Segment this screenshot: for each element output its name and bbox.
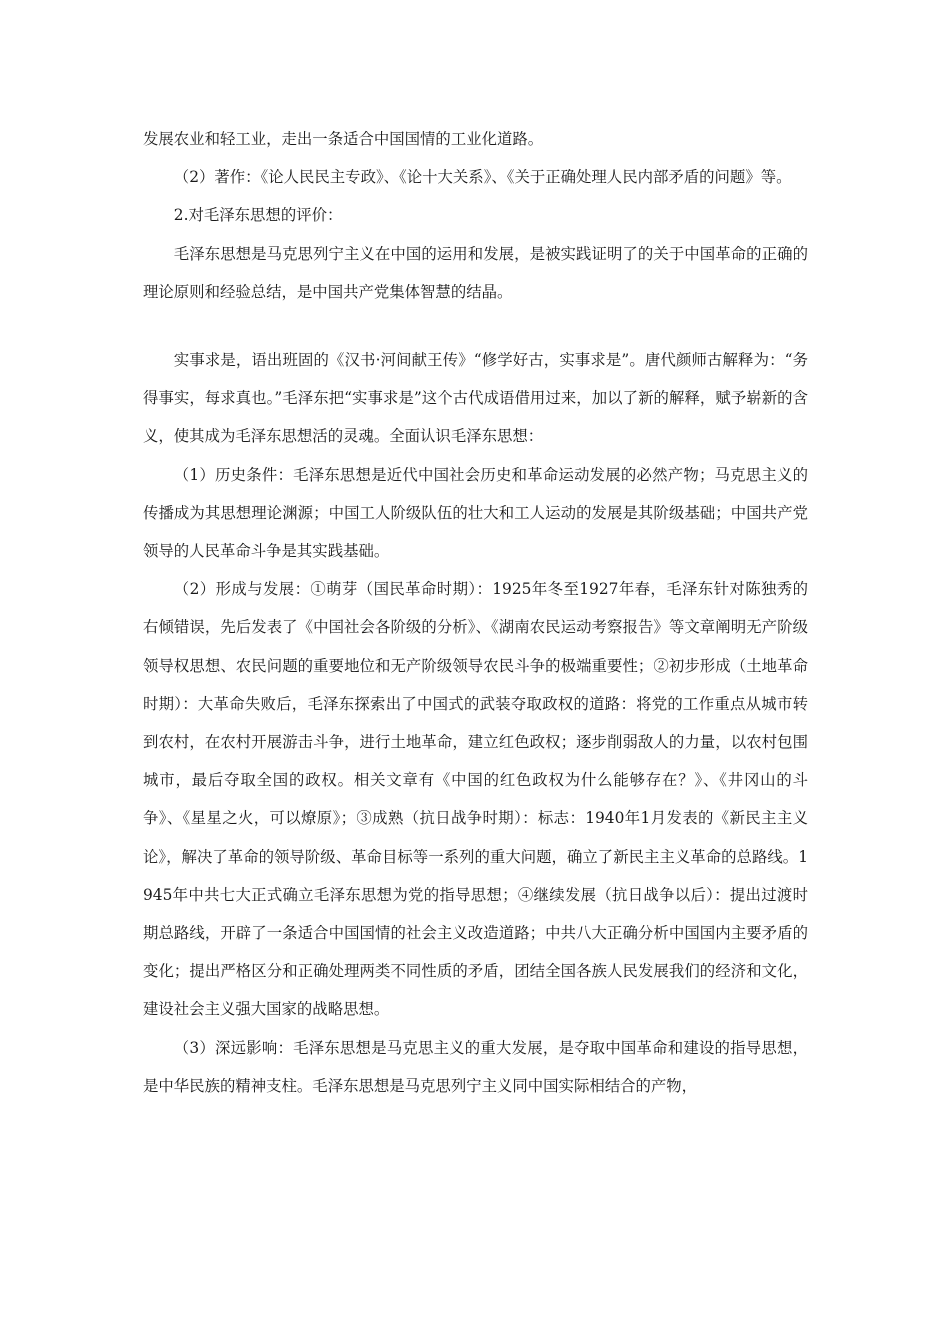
paragraph-continuation: 发展农业和轻工业，走出一条适合中国国情的工业化道路。 xyxy=(143,130,544,148)
paragraph-profound-influence: （3）深远影响：毛泽东思想是马克思主义的重大发展，是夺取中国革命和建设的指导思想，是中华民族的精神支柱。毛泽东思想是马克思列宁主义同中国实际相结合的产物， xyxy=(143,1038,808,1095)
paragraph-seek-truth: 实事求是，语出班固的《汉书·河间献王传》“修学好古，实事求是”。唐代颜师古解释为：“务得事实，每求真也。”毛泽东把“实事求是”这个古代成语借用过来，加以了新的解释，赋予崭新的含义，使其成为毛泽东思想活的灵魂。全面认识毛泽东思想： xyxy=(143,351,808,446)
paragraph-works: （2）著作：《论人民民主专政》、《论十大关系》、《关于正确处理人民内部矛盾的问题》等。 xyxy=(173,168,792,187)
document-body xyxy=(143,120,808,1105)
paragraph-evaluation: 毛泽东思想是马克思列宁主义在中国的运用和发展，是被实践证明了的关于中国革命的正确的理论原则和经验总结，是中国共产党集体智慧的结晶。 xyxy=(143,244,808,301)
paragraph-formation-development: （2）形成与发展：①萌芽（国民革命时期）：1925年冬至1927年春，毛泽东针对陈独秀的右倾错误，先后发表了《中国社会各阶级的分析》、《湖南农民运动考察报告》等文章阐明无产阶级领导权思想、农民问题的重要地位和无产阶级领导农民斗争的极端重要性；②初步形成（土地革命时期）：大革命失败后，毛泽东探索出了中国式的武装夺取政权的道路：将党的工作重点从城市转到农村，在农村开展游击斗争，进行土地革命，建立红色政权；逐步削弱敌人的力量，以农村包围城市，最后夺取全国的政权。相关文章有《中国的红色政权为什么能够存在？》、《井冈山的斗争》、《星星之火，可以燎原》；③成熟（抗日战争时期）：标志：1940年1月发表的《新民主主义论》，解决了革命的领导阶级、革命目标等一系列的重大问题，确立了新民主主义革命的总路线。1945年中共七大正式确立毛泽东思想为党的指导思想；④继续发展（抗日战争以后）：提出过渡时期总路线，开辟了一条适合中国国情的社会主义改造道路；中共八大正确分析中国国内主要矛盾的变化；提出严格区分和正确处理两类不同性质的矛盾，团结全国各族人民发展我们的经济和文化，建设社会主义强大国家的战略思想。 xyxy=(143,580,808,1019)
section-heading-evaluation: 2.对毛泽东思想的评价： xyxy=(173,206,343,225)
paragraph-historical-conditions: （1）历史条件：毛泽东思想是近代中国社会历史和革命运动发展的必然产物；马克思主义的传播成为其思想理论渊源；中国工人阶级队伍的壮大和工人运动的发展是其阶级基础；中国共产党领导的人民革命斗争是其实践基础。 xyxy=(143,465,808,561)
paragraph-gap xyxy=(143,311,808,341)
